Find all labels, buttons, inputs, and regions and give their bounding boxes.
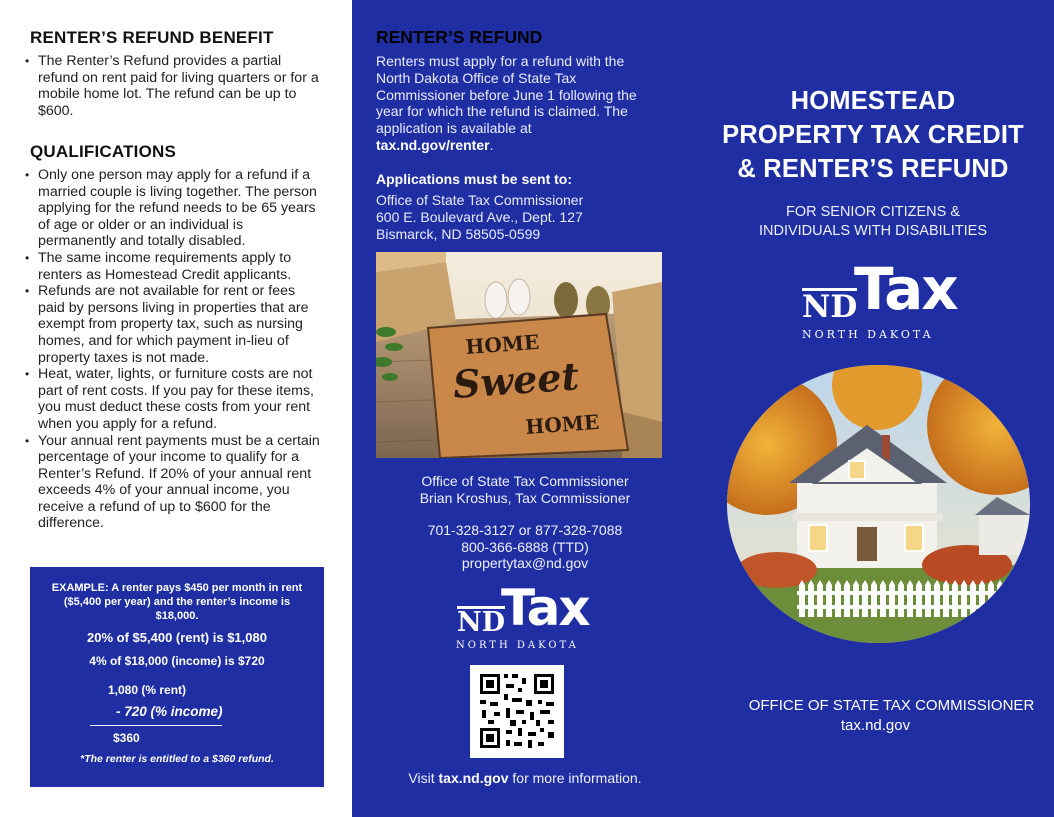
example-income-percent: 4% of $18,000 (income) is $720 [89, 654, 265, 668]
phone-numbers: 701-328-3127 or 877-328-7088 [427, 522, 623, 538]
qr-code[interactable] [470, 665, 564, 758]
fence-picket [907, 580, 913, 617]
fence-picket [817, 580, 823, 617]
fence-picket [826, 580, 832, 617]
brochure-subtitle [708, 203, 1038, 240]
qualifications-heading: QUALIFICATIONS [30, 142, 177, 161]
fence-picket [835, 580, 841, 617]
fence-picket [799, 580, 805, 617]
fence-picket [961, 580, 967, 617]
logo-nd: ND [802, 289, 858, 325]
left-panel [0, 0, 352, 817]
paragraph-text: Renters must apply for a refund with the North Dakota Office of State Tax Commissioner before June 1 following the year for which the refund is claimed. The application is available at [376, 53, 637, 137]
address-line: Bismarck, ND 58505-0599 [376, 225, 541, 242]
doormat-text-sweet: Sweet [451, 353, 581, 407]
fence-picket [880, 580, 886, 617]
fence-picket [871, 580, 877, 617]
logo-tax: Tax [854, 255, 957, 323]
renter-link[interactable]: tax.nd.gov/renter [376, 136, 490, 153]
renters-refund-paragraph [376, 53, 646, 154]
benefit-heading: RENTER’S REFUND BENEFIT [30, 28, 274, 47]
contact-info [376, 522, 674, 572]
address-line: Office of State Tax Commissioner [376, 192, 584, 208]
doormat-text-home: HOME [464, 329, 540, 359]
fence-picket [925, 580, 931, 617]
logo-subtitle: NORTH DAKOTA [456, 640, 579, 651]
send-heading: Applications must be sent to: [376, 171, 573, 187]
footer-website[interactable]: tax.nd.gov [840, 717, 911, 734]
fence-picket [862, 580, 868, 617]
fence-picket [952, 580, 958, 617]
logo-nd: ND [457, 607, 506, 638]
subtitle-line: FOR SENIOR CITIZENS & [785, 204, 960, 220]
office-name: Office of State Tax Commissioner [421, 473, 629, 489]
list-item: • The Renter’s Refund provides a partial refund on rent paid for living quarters or for a mobile home lot. The refund can be up to $600. [24, 53, 324, 119]
example-intro: EXAMPLE: A renter pays $450 per month in rent ($5,400 per year) and the renter’s income is $18,000. [51, 582, 303, 622]
example-box [30, 567, 324, 787]
brochure-title [708, 84, 1038, 186]
list-item: • Refunds are not available for rent or fees paid by persons living in properties that are exempt from property tax, such as nursing homes, and for which payment in-lieu of property taxes is not made. [24, 283, 324, 366]
commissioner-name: Brian Kroshus, Tax Commissioner [419, 489, 631, 506]
example-rent-percent: 20% of $5,400 (rent) is $1,080 [87, 630, 267, 645]
title-line: HOMESTEAD [790, 87, 956, 115]
list-item: • Heat, water, lights, or furniture costs are not part of rent costs. If you pay for these items, you must deduct these costs from your rent when you apply for a refund. [24, 366, 324, 432]
mailing-address [376, 192, 646, 242]
doormat-text-home2: HOME [524, 409, 600, 439]
calc-income: - 720 (% income) [116, 704, 223, 719]
list-item: • The same income requirements apply to renters as Homestead Credit applicants. [24, 250, 324, 283]
paragraph-end: . [489, 136, 494, 153]
calc-rent: 1,080 (% rent) [108, 683, 187, 697]
nd-tax-logo-right [802, 255, 957, 342]
footer-office: OFFICE OF STATE TAX COMMISSIONER [748, 697, 1035, 714]
title-line: & RENTER’S REFUND [737, 155, 1009, 183]
visit-line [376, 770, 674, 787]
ttd-number: 800-366-6888 (TTD) [461, 538, 589, 555]
fence-picket [889, 580, 895, 617]
fence-picket [808, 580, 814, 617]
subtitle-line: INDIVIDUALS WITH DISABILITIES [758, 222, 987, 239]
visit-text-end: for more information. [508, 770, 642, 786]
calc-divider [90, 725, 222, 726]
calc-result: $360 [113, 731, 140, 745]
list-item: • Your annual rent payments must be a certain percentage of your income to qualify for a Renter’s Refund. If 20% of your annual rent exceeds 4% of your annual income, you receive a refund of up to $600 for the difference. [24, 433, 324, 533]
office-info [376, 473, 674, 506]
email-link[interactable]: propertytax@nd.gov [461, 555, 589, 571]
list-item: • Only one person may apply for a refund if a married couple is living together. The person applying for the refund needs to be 65 years of age or older or an individual is permanently and totally disabled. [24, 167, 324, 250]
house-illustration [727, 365, 1030, 643]
fence-picket [853, 580, 859, 617]
qr-code-image [470, 665, 564, 758]
fence-picket [898, 580, 904, 617]
address-line: 600 E. Boulevard Ave., Dept. 127 [376, 208, 583, 225]
fence-picket [934, 580, 940, 617]
house-photo [727, 365, 1030, 643]
fence-picket [916, 580, 922, 617]
logo-subtitle: NORTH DAKOTA [802, 328, 934, 341]
title-line: PROPERTY TAX CREDIT [722, 121, 1024, 149]
doormat-illustration [376, 252, 662, 458]
fence-picket [943, 580, 949, 617]
logo-tax: Tax [501, 579, 589, 637]
fence-picket [844, 580, 850, 617]
visit-text: Visit [408, 770, 439, 786]
benefit-list [24, 53, 324, 119]
renters-refund-heading: RENTER’S REFUND [376, 27, 543, 47]
nd-tax-logo-middle [455, 579, 589, 652]
qualifications-list [24, 167, 324, 532]
home-sweet-home-photo [376, 252, 662, 458]
example-note: *The renter is entitled to a $360 refund. [80, 753, 274, 765]
visit-link[interactable]: tax.nd.gov [438, 770, 509, 786]
